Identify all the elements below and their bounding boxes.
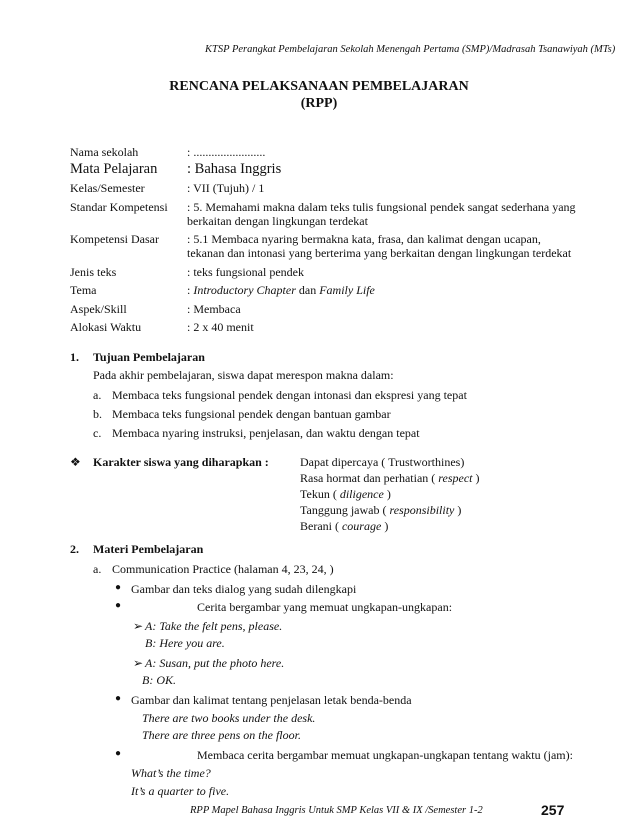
materi-sub-marker: a.: [93, 562, 102, 576]
value-standar-kompetensi: : 5. Memahami makna dalam teks tulis fungsional pendek sangat sederhana yang: [187, 200, 576, 214]
tujuan-marker-a: a.: [93, 388, 102, 402]
arrow-bullet-icon: ➢: [133, 619, 144, 633]
label-tema: Tema: [70, 283, 97, 297]
karakter-text: Dapat dipercaya (: [300, 455, 389, 469]
label-standar-kompetensi: Standar Kompetensi: [70, 200, 168, 214]
value-mata-pelajaran: : Bahasa Inggris: [187, 161, 282, 177]
materi-sub-text: Communication Practice (halaman 4, 23, 24, ): [112, 562, 334, 576]
value-standar-kompetensi-cont: berkaitan dengan lingkungan terdekat: [187, 214, 368, 228]
karakter-heading: Karakter siswa yang diharapkan :: [93, 455, 269, 469]
label-nama-sekolah: Nama sekolah: [70, 145, 139, 159]
karakter-term: Trustworthines: [388, 455, 461, 469]
tujuan-item-c: Membaca nyaring instruksi, penjelasan, dan waktu dengan tepat: [112, 426, 420, 440]
value-tema: [187, 283, 375, 298]
value-nama-sekolah: : ........................: [187, 145, 266, 159]
document-subtitle: (RPP): [300, 96, 338, 111]
tujuan-marker-b: b.: [93, 407, 102, 421]
karakter-item: [300, 471, 480, 486]
value-aspek-skill: : Membaca: [187, 302, 241, 316]
dialog-1-line-a: A: Take the felt pens, please.: [145, 619, 283, 633]
tema-chapter: Introductory Chapter: [193, 283, 296, 297]
tujuan-marker-c: c.: [93, 426, 102, 440]
example-line-2: There are three pens on the floor.: [142, 728, 301, 742]
value-jenis-teks: : teks fungsional pendek: [187, 265, 304, 279]
time-line-1: What’s the time?: [131, 766, 211, 780]
section-1-intro: Pada akhir pembelajaran, siswa dapat merespon makna dalam:: [93, 368, 394, 382]
materi-bullet-1: Gambar dan teks dialog yang sudah dilengkapi: [131, 582, 357, 596]
value-kompetensi-dasar-cont: tekanan dan intonasi yang berterima yang berkaitan dengan lingkungan terdekat: [187, 246, 572, 260]
tema-family-life: Family Life: [319, 283, 375, 297]
karakter-text: ): [454, 503, 462, 517]
label-aspek-skill: Aspek/Skill: [70, 302, 127, 316]
karakter-term: respect: [438, 471, 473, 485]
label-mata-pelajaran: Mata Pelajaran: [70, 161, 158, 177]
karakter-item: [300, 487, 391, 502]
tema-conjunction: dan: [295, 283, 320, 297]
example-line-1: There are two books under the desk.: [142, 711, 316, 725]
karakter-text: ): [472, 471, 480, 485]
bullet-dot-icon: ●: [115, 582, 122, 593]
karakter-term: courage: [341, 519, 382, 533]
section-1-number: 1.: [70, 350, 79, 364]
materi-bullet-3: Gambar dan kalimat tentang penjelasan letak benda-benda: [131, 693, 412, 707]
karakter-text: Tekun (: [300, 487, 340, 501]
karakter-item: [300, 519, 388, 534]
section-2-number: 2.: [70, 542, 79, 556]
bullet-dot-icon: ●: [115, 600, 122, 611]
karakter-text: Tanggung jawab (: [300, 503, 390, 517]
materi-bullet-4: Membaca cerita bergambar memuat ungkapan-ungkapan tentang waktu (jam):: [197, 748, 573, 762]
value-alokasi-waktu: : 2 x 40 menit: [187, 320, 254, 334]
document-title: RENCANA PELAKSANAAN PEMBELAJARAN: [169, 79, 469, 94]
karakter-item: [300, 455, 464, 470]
karakter-text: Berani (: [300, 519, 342, 533]
diamond-arrow-bullet-icon: ❖: [70, 455, 81, 469]
dialog-2-line-a: A: Susan, put the photo here.: [145, 656, 285, 670]
dialog-1-line-b: B: Here you are.: [145, 636, 225, 650]
karakter-term: diligence: [339, 487, 384, 501]
karakter-text: ): [383, 487, 391, 501]
materi-bullet-2: Cerita bergambar yang memuat ungkapan-ungkapan:: [197, 600, 453, 614]
karakter-item: [300, 503, 461, 518]
time-line-2: It’s a quarter to five.: [131, 784, 230, 798]
tema-prefix: :: [187, 283, 194, 297]
karakter-text: ): [381, 519, 389, 533]
dialog-2-line-b: B: OK.: [142, 673, 176, 687]
label-kompetensi-dasar: Kompetensi Dasar: [70, 232, 159, 246]
running-header: KTSP Perangkat Pembelajaran Sekolah Menengah Pertama (SMP)/Madrasah Tsanawiyah (MTs): [205, 44, 616, 55]
bullet-dot-icon: ●: [115, 693, 122, 704]
label-jenis-teks: Jenis teks: [70, 265, 117, 279]
tujuan-item-a: Membaca teks fungsional pendek dengan intonasi dan ekspresi yang tepat: [112, 388, 467, 402]
running-footer: RPP Mapel Bahasa Inggris Untuk SMP Kelas VII & IX /Semester 1-2: [190, 805, 483, 816]
page-number: 257: [541, 802, 565, 818]
karakter-text: Rasa hormat dan perhatian (: [300, 471, 439, 485]
arrow-bullet-icon: ➢: [133, 656, 144, 670]
label-alokasi-waktu: Alokasi Waktu: [70, 320, 142, 334]
bullet-dot-icon: ●: [115, 748, 122, 759]
label-kelas-semester: Kelas/Semester: [70, 181, 145, 195]
value-kelas-semester: : VII (Tujuh) / 1: [187, 181, 265, 195]
tujuan-item-b: Membaca teks fungsional pendek dengan bantuan gambar: [112, 407, 391, 421]
value-kompetensi-dasar: : 5.1 Membaca nyaring bermakna kata, frasa, dan kalimat dengan ucapan,: [187, 232, 541, 246]
section-1-heading: Tujuan Pembelajaran: [93, 350, 205, 364]
karakter-term: responsibility: [389, 503, 455, 517]
section-2-heading: Materi Pembelajaran: [93, 542, 204, 556]
karakter-text: ): [460, 455, 465, 469]
